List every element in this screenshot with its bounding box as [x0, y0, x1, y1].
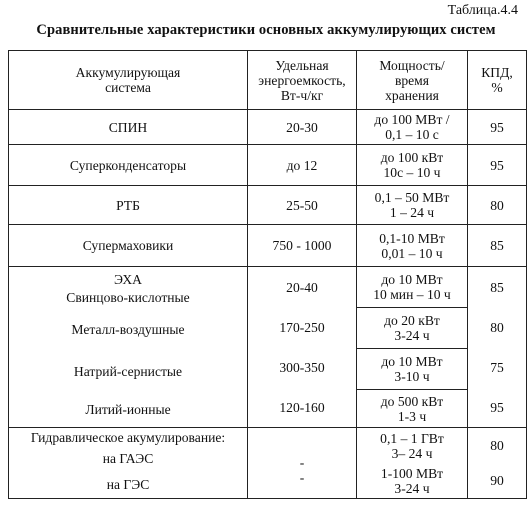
subsystem-label: Натрий-сернистые [73, 363, 183, 379]
system-cell: СПИН [9, 110, 248, 145]
group-label: Гидравлическое акумулирование: [30, 429, 226, 445]
header-system: Аккумулирующая система [9, 51, 248, 110]
efficiency-value: 90 [490, 473, 504, 488]
table-row [9, 225, 527, 267]
efficiency-cell: 85 [468, 225, 527, 267]
energy-value: 120-160 [279, 399, 325, 415]
table-row [9, 110, 527, 145]
system-cell [9, 267, 248, 428]
power-value: 0,1 – 1 ГВт 3– 24 ч [380, 430, 444, 461]
power-value: до 10 МВт 10 мин – 10 ч [373, 272, 451, 302]
efficiency-cell [468, 428, 527, 499]
energy-cell: 25-50 [248, 186, 357, 225]
efficiency-value: 85 [490, 279, 504, 295]
efficiency-cell: 95 [468, 145, 527, 186]
power-value: до 500 кВт 1-3 ч [357, 389, 467, 427]
table-number: Таблица.4.4 [447, 3, 518, 18]
efficiency-cell: 80 [468, 186, 527, 225]
energy-value: 20-40 [286, 279, 318, 295]
table-row [9, 186, 527, 225]
efficiency-value: 95 [490, 399, 504, 415]
power-cell: до 100 МВт / 0,1 – 10 с [357, 110, 468, 145]
group-label: ЭХА [114, 272, 142, 287]
table-row-electrochemical [9, 267, 527, 428]
energy-cell: 20-30 [248, 110, 357, 145]
table-row [9, 145, 527, 186]
efficiency-value: 75 [490, 359, 504, 375]
efficiency-value: 80 [490, 438, 504, 453]
efficiency-cell: 95 [468, 110, 527, 145]
power-cell [357, 428, 468, 499]
efficiency-value: 80 [490, 319, 504, 335]
comparison-table [8, 50, 527, 499]
header-efficiency: КПД, % [468, 51, 527, 110]
power-value: до 20 кВт 3-24 ч [357, 307, 467, 348]
subsystem-label: Свинцово-кислотные [66, 289, 190, 305]
energy-cell: до 12 [248, 145, 357, 186]
power-cell: до 100 кВт 10с – 10 ч [357, 145, 468, 186]
efficiency-cell [468, 267, 527, 428]
energy-value: - [299, 455, 305, 470]
power-value: 1-100 МВт 3-24 ч [380, 465, 444, 496]
table-row-hydraulic [9, 428, 527, 499]
energy-cell [248, 428, 357, 499]
header-energy: Удельная энергоемкость, Вт-ч/кг [248, 51, 357, 110]
subsystem-label: Литий-ионные [85, 401, 171, 417]
system-cell [9, 428, 248, 499]
power-cell: 0,1-10 МВт 0,01 – 10 ч [357, 225, 468, 267]
table-title: Сравнительные характеристики основных аккумулирующих систем [36, 22, 496, 38]
energy-cell: 750 - 1000 [248, 225, 357, 267]
header-power: Мощность/ время хранения [357, 51, 468, 110]
energy-value: 170-250 [279, 319, 325, 335]
power-cell: 0,1 – 50 МВт 1 – 24 ч [357, 186, 468, 225]
subsystem-label: Металл-воздушные [71, 321, 185, 337]
power-cell [357, 267, 468, 428]
energy-value: 300-350 [279, 359, 325, 375]
subsystem-label: на ГАЭС [102, 450, 154, 466]
system-cell: Суперконденсаторы [9, 145, 248, 186]
energy-value: - [299, 470, 305, 485]
subsystem-label: на ГЭС [106, 476, 150, 492]
system-cell: Супермаховики [9, 225, 248, 267]
header-row [9, 51, 527, 110]
system-cell: РТБ [9, 186, 248, 225]
power-value: до 10 МВт 3-10 ч [357, 348, 467, 389]
energy-cell [248, 267, 357, 428]
